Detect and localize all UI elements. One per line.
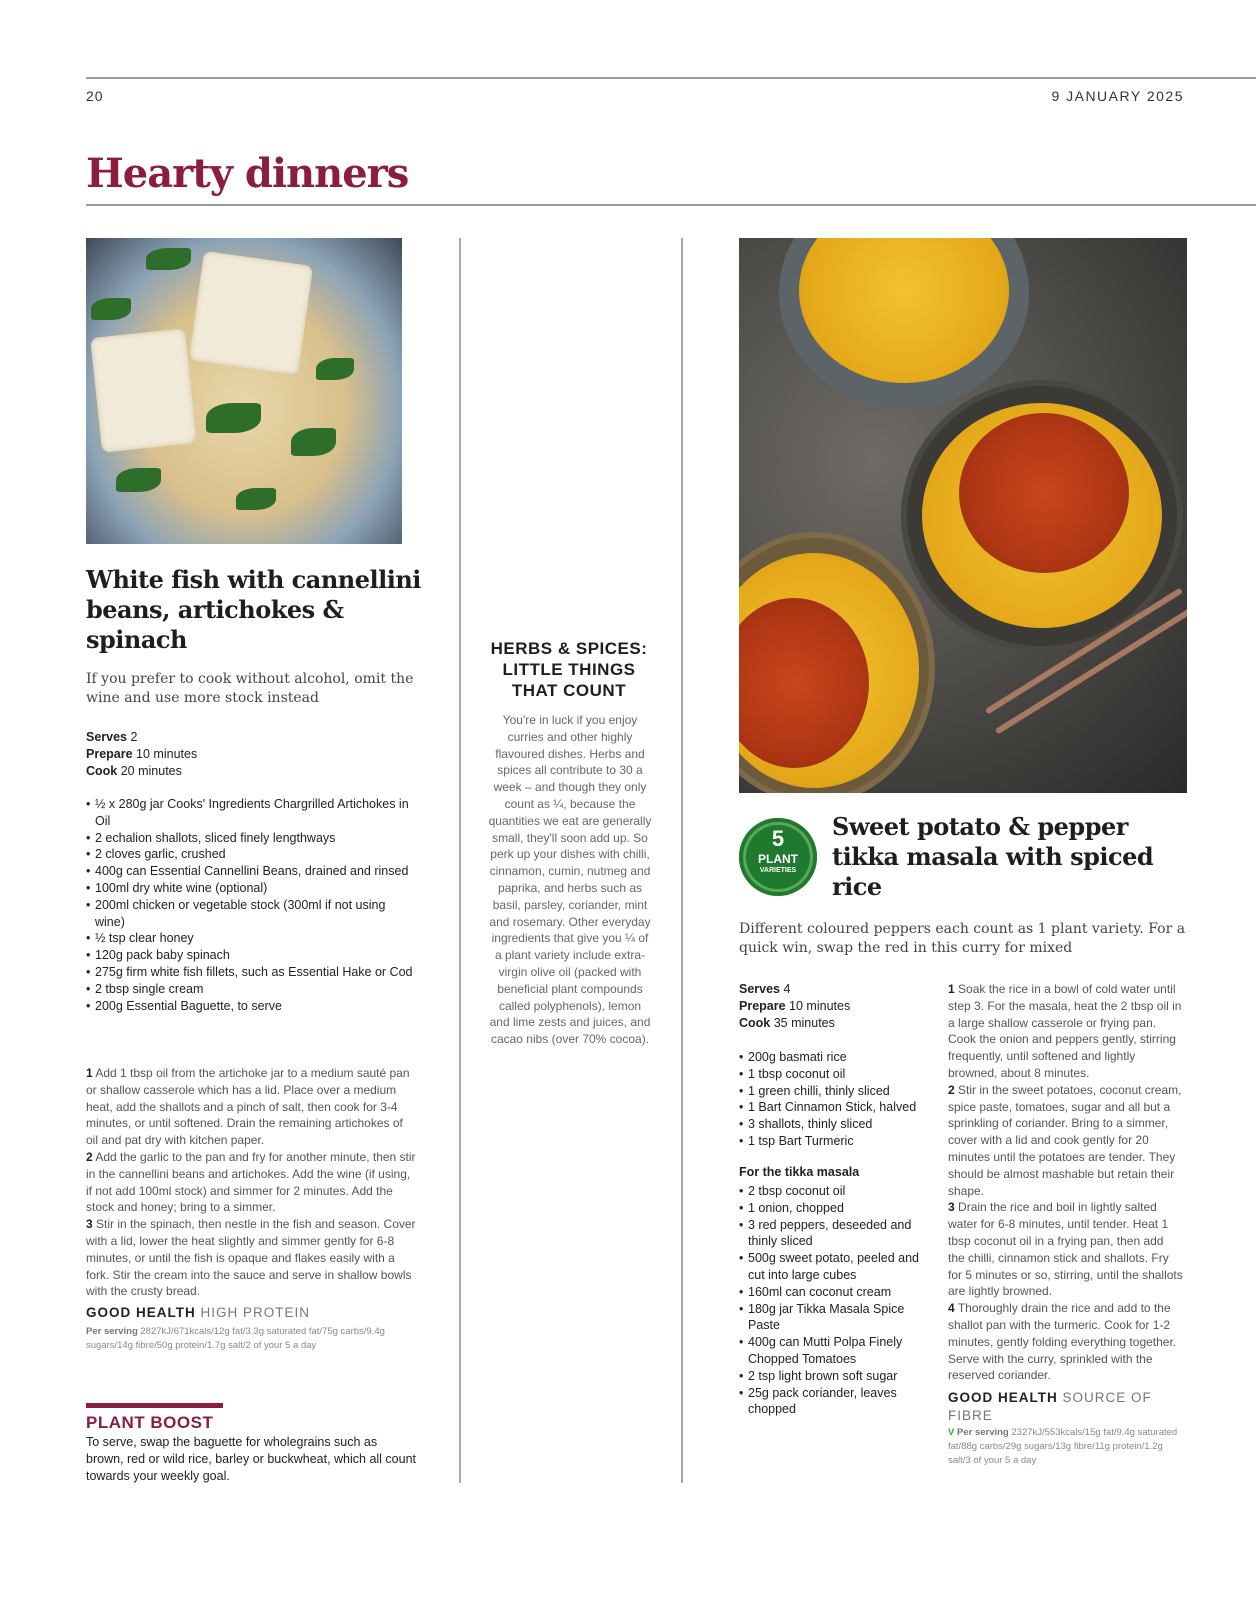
- column-divider-left: [459, 238, 461, 1483]
- serves-value: 4: [783, 982, 791, 996]
- step-number: 2: [86, 1149, 93, 1164]
- method-step: [948, 1199, 1183, 1300]
- ingredient: • 2 tbsp coconut oil: [739, 1183, 939, 1200]
- ingredient: • 2 cloves garlic, crushed: [86, 846, 416, 863]
- column-divider-right: [681, 238, 683, 1483]
- ingredient: • 275g firm white fish fillets, such as Essential Hake or Cod: [86, 964, 416, 981]
- cook-label: Cook: [739, 1016, 771, 1030]
- ingredient: • 400g can Mutti Polpa Finely Chopped Tomatoes: [739, 1334, 939, 1368]
- method-step: [948, 1300, 1183, 1384]
- recipe2-meta: [739, 981, 850, 1032]
- ingredient: • 200ml chicken or vegetable stock (300ml if not using wine): [86, 897, 416, 931]
- ingredient: • 25g pack coriander, leaves chopped: [739, 1385, 939, 1419]
- cook-label: Cook: [86, 764, 118, 778]
- issue-date: 9 JANUARY 2025: [1051, 88, 1184, 104]
- badge-line1: PLANT: [758, 852, 798, 866]
- recipe2-rice-ingredients: [739, 1049, 939, 1150]
- ingredient: • 1 tbsp coconut oil: [739, 1066, 939, 1083]
- ingredient: • ½ tsp clear honey: [86, 930, 416, 947]
- recipe2-method: [948, 981, 1183, 1384]
- method-step: [948, 981, 1183, 1082]
- step-text: Soak the rice in a bowl of cold water until step 3. For the masala, heat the 2 tbsp oil in a large shallow casserole or frying pan. Cook the onion and peppers gently, stirring frequently, until softened and lightly browned, about 8 minutes.: [948, 982, 1182, 1080]
- plant-boost-title: PLANT BOOST: [86, 1413, 214, 1432]
- plant-boost-bar: [86, 1403, 223, 1408]
- recipe2-good-health: [948, 1389, 1183, 1425]
- method-step: [86, 1065, 416, 1149]
- prepare-label: Prepare: [86, 747, 133, 761]
- ingredient: • 3 red peppers, deseeded and thinly sliced: [739, 1217, 939, 1251]
- prepare-value: 10 minutes: [789, 999, 851, 1013]
- section-title: Hearty dinners: [86, 150, 409, 197]
- ingredient: • 1 green chilli, thinly sliced: [739, 1083, 939, 1100]
- vegetarian-icon: V: [948, 1427, 955, 1438]
- method-step: [86, 1216, 416, 1300]
- ingredient: • 160ml can coconut cream: [739, 1284, 939, 1301]
- step-text: Stir in the spinach, then nestle in the fish and season. Cover with a lid, lower the heat slightly and simmer gently for 6-8 minutes, or until the fish is opaque and flakes easily with a fork. Stir the cream into the sauce and serve in shallow bowls with the crusty bread.: [86, 1217, 416, 1299]
- per-serving-values: 2827kJ/671kcals/12g fat/3.3g saturated fat/75g carbs/9.4g sugars/14g fibre/50g protein/1.7g salt/2 of your 5 a day: [86, 1326, 385, 1351]
- recipe1-title: White fish with cannellini beans, artichokes & spinach: [86, 565, 421, 654]
- prepare-label: Prepare: [739, 999, 786, 1013]
- page-number: 20: [86, 88, 104, 104]
- prepare-value: 10 minutes: [136, 747, 198, 761]
- ingredient: • 2 tbsp single cream: [86, 981, 416, 998]
- step-number: 1: [948, 982, 955, 996]
- cook-value: 20 minutes: [120, 764, 182, 778]
- good-health-value: HIGH PROTEIN: [200, 1305, 311, 1320]
- per-serving-label: Per serving: [956, 1427, 1009, 1438]
- ingredient: • 200g Essential Baguette, to serve: [86, 998, 416, 1015]
- method-step: [86, 1149, 416, 1216]
- step-text: Drain the rice and boil in lightly salted water for 6-8 minutes, until tender. Heat 1 tbsp coconut oil in a frying pan, then add the chilli, cinnamon stick and shallots. Fry for 5 minutes or so, stirring, until the shallots are lightly browned.: [948, 1200, 1183, 1299]
- sidebar-text: You're in luck if you enjoy curries and other highly flavoured dishes. Herbs and spices all contribute to 30 a week – and though they only count as ¼, because the quantities we eat are generally small, they'll soon add up. So perk up your dishes with chilli, cinnamon, cumin, nutmeg and paprika, and herbs such as basil, parsley, coriander, mint and rosemary. Other everyday ingredients that give you ¼ of a plant variety include extra-virgin olive oil (packed with beneficial plant compounds called polyphenols), lemon and lime zests and juices, and cacao nibs (over 70% cocoa).: [488, 713, 652, 1047]
- recipe2-masala-ingredients: [739, 1183, 939, 1418]
- plant-boost-text: To serve, swap the baguette for wholegrains such as brown, red or wild rice, barley or buckwheat, which all count towards your weekly goal.: [86, 1435, 417, 1483]
- ingredient: • 1 onion, chopped: [739, 1200, 939, 1217]
- good-health-value: SOURCE OF FIBRE: [948, 1390, 1152, 1423]
- top-rule: [86, 77, 1256, 79]
- sidebar-title: HERBS & SPICES: LITTLE THINGS THAT COUNT: [490, 639, 648, 700]
- recipe1-nutrition: [86, 1325, 416, 1353]
- ingredient: • 400g can Essential Cannellini Beans, drained and rinsed: [86, 863, 416, 880]
- method-step: [948, 1082, 1183, 1200]
- step-number: 2: [948, 1082, 955, 1097]
- recipe1-good-health: [86, 1305, 310, 1320]
- per-serving-values: 2327kJ/553kcals/15g fat/9.4g saturated fat/88g carbs/29g sugars/13g fibre/11g protein/1.2g salt/3 of your 5 a day: [948, 1427, 1178, 1466]
- cook-value: 35 minutes: [773, 1016, 835, 1030]
- ingredient: • 1 tsp Bart Turmeric: [739, 1133, 939, 1150]
- fish-dish-photo: [86, 238, 402, 544]
- ingredient: • 200g basmati rice: [739, 1049, 939, 1066]
- step-number: 1: [86, 1066, 93, 1080]
- step-text: Thoroughly drain the rice and add to the shallot pan with the turmeric. Cook for 1-2 minutes, gently folding everything together. Serve with the curry, sprinkled with the reserved coriander.: [948, 1301, 1177, 1383]
- per-serving-label: Per serving: [86, 1326, 138, 1337]
- ingredient: • 100ml dry white wine (optional): [86, 880, 416, 897]
- recipe2-nutrition: [948, 1426, 1183, 1468]
- plant-varieties-badge: [739, 818, 817, 896]
- serves-label: Serves: [739, 982, 781, 996]
- ingredient: • 120g pack baby spinach: [86, 947, 416, 964]
- recipe2-title: Sweet potato & pepper tikka masala with spiced rice: [832, 812, 1154, 901]
- masala-subheading: For the tikka masala: [739, 1165, 860, 1179]
- step-number: 4: [948, 1301, 955, 1316]
- ingredient: • 1 Bart Cinnamon Stick, halved: [739, 1099, 939, 1116]
- badge-line2: VARIETIES: [759, 867, 797, 874]
- ingredient: • 180g jar Tikka Masala Spice Paste: [739, 1301, 939, 1335]
- recipe1-method: [86, 1065, 416, 1300]
- good-health-label: GOOD HEALTH: [948, 1390, 1058, 1405]
- badge-number: 5: [771, 826, 785, 851]
- ingredient: • 500g sweet potato, peeled and cut into large cubes: [739, 1250, 939, 1284]
- recipe1-meta: [86, 729, 197, 780]
- step-text: Stir in the sweet potatoes, coconut cream, spice paste, tomatoes, sugar and all but a sprinkling of coriander. Bring to a simmer, cover with a lid and cook gently for 20 minutes until the potatoes are tender. They should be almost mashable but retain their shape.: [948, 1082, 1182, 1198]
- serves-value: 2: [130, 730, 138, 744]
- ingredient: • ½ x 280g jar Cooks' Ingredients Chargrilled Artichokes in Oil: [86, 796, 416, 830]
- ingredient: • 2 echalion shallots, sliced finely lengthways: [86, 830, 416, 847]
- ingredient: • 3 shallots, thinly sliced: [739, 1116, 939, 1133]
- ingredient: • 2 tsp light brown soft sugar: [739, 1368, 939, 1385]
- recipe2-intro: Different coloured peppers each count as 1 plant variety. For a quick win, swap the red in this curry for mixed: [739, 921, 1186, 956]
- step-text: Add the garlic to the pan and fry for another minute, then stir in the cannellini beans and artichokes. Add the wine (if using, if not add 100ml stock) and simmer for 2 minutes. Add the stock and honey; bring to a simmer.: [86, 1149, 416, 1215]
- title-rule: [86, 204, 1256, 206]
- good-health-label: GOOD HEALTH: [86, 1305, 196, 1320]
- recipe1-ingredients: [86, 796, 416, 1014]
- step-number: 3: [948, 1200, 955, 1215]
- curry-dish-photo: [739, 238, 1187, 793]
- recipe1-intro: If you prefer to cook without alcohol, omit the wine and use more stock instead: [86, 671, 414, 706]
- step-number: 3: [86, 1217, 93, 1232]
- serves-label: Serves: [86, 730, 128, 744]
- step-text: Add 1 tbsp oil from the artichoke jar to a medium sauté pan or shallow casserole which has a lid. Place over a medium heat, add the shallots and a pinch of salt, then cook for 3-4 minutes, or until softened. Drain the remaining artichokes of oil and pat dry with kitchen paper.: [86, 1066, 410, 1148]
